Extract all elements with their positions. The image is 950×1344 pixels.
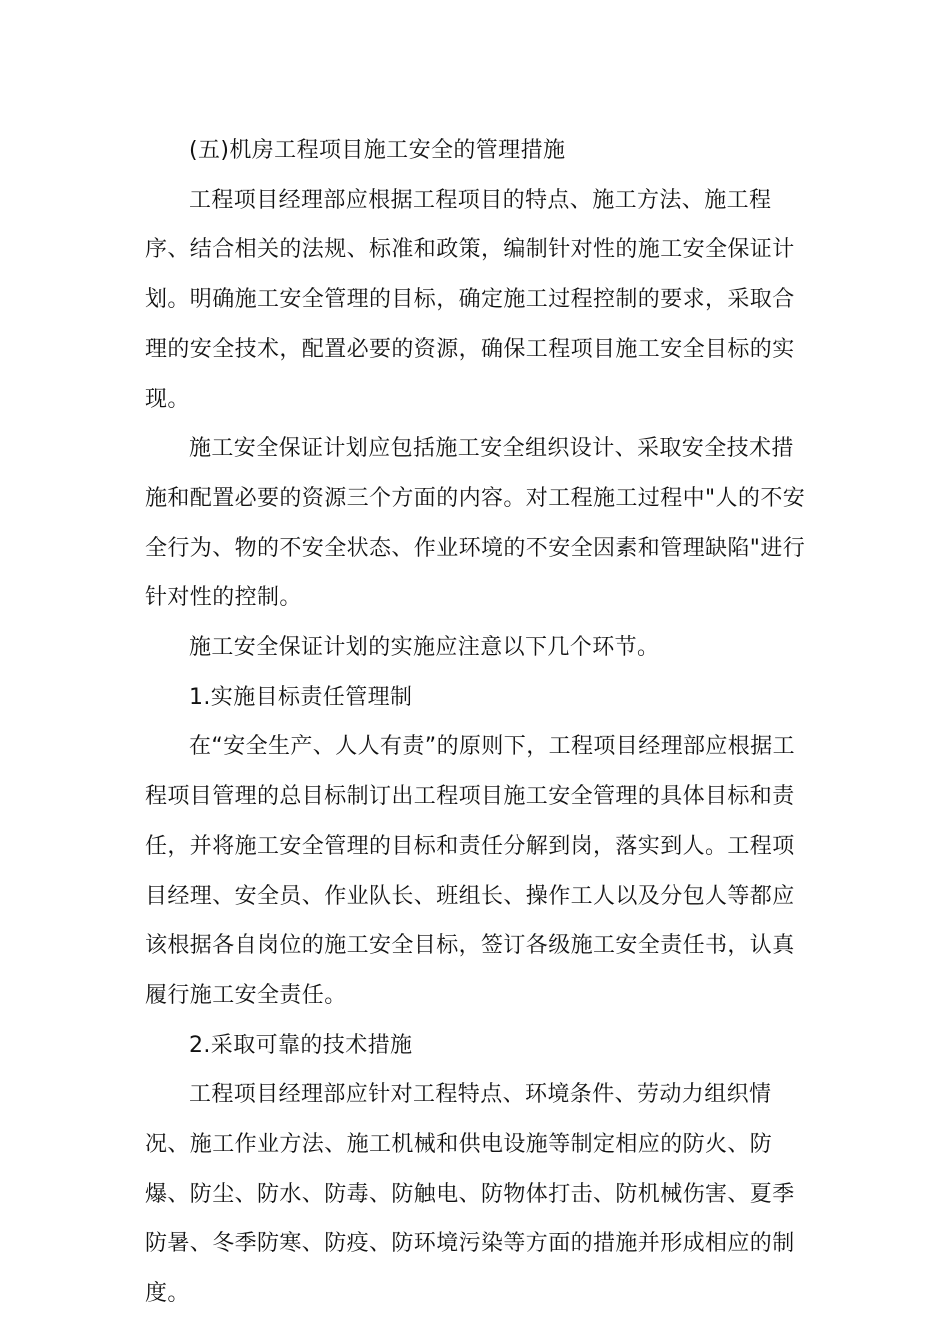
section-heading: (五)机房工程项目施工安全的管理措施 xyxy=(189,138,566,163)
subheading: 2.采取可靠的技术措施 xyxy=(189,1032,413,1058)
paragraph: 施工安全保证计划应包括施工安全组织设计、采取安全技术措施和配置必要的资源三个方面的内容。对工程施工过程中"人的不安全行为、物的不安全状态、作业环境的不安全因素和管理缺陷"进行针对性的控制。 xyxy=(145,436,806,611)
paragraph: 工程项目经理部应针对工程特点、环境条件、劳动力组织情况、施工作业方法、施工机械和供电设施等制定相应的防火、防爆、防尘、防水、防毒、防触电、防物体打击、防机械伤害、夏季防暑、冬季防寒、防疫、防环境污染等方面的措施并形成相应的制度。 xyxy=(145,1082,795,1307)
paragraph: 施工安全保证计划的实施应注意以下几个环节。 xyxy=(189,635,660,661)
paragraph: 在“安全生产、人人有责”的原则下，工程项目经理部应根据工程项目管理的总目标制订出工程项目施工安全管理的具体目标和责任，并将施工安全管理的目标和责任分解到岗，落实到人。工程项目经理、安全员、作业队长、班组长、操作工人以及分包人等都应该根据各自岗位的施工安全目标，签订各级施工安全责任书，认真履行施工安全责任。 xyxy=(145,734,795,1008)
paragraph: 工程项目经理部应根据工程项目的特点、施工方法、施工程序、结合相关的法规、标准和政策，编制针对性的施工安全保证计划。明确施工安全管理的目标，确定施工过程控制的要求，采取合理的安全技术，配置必要的资源，确保工程项目施工安全目标的实现。 xyxy=(145,187,795,412)
subheading: 1.实施目标责任管理制 xyxy=(189,684,413,710)
